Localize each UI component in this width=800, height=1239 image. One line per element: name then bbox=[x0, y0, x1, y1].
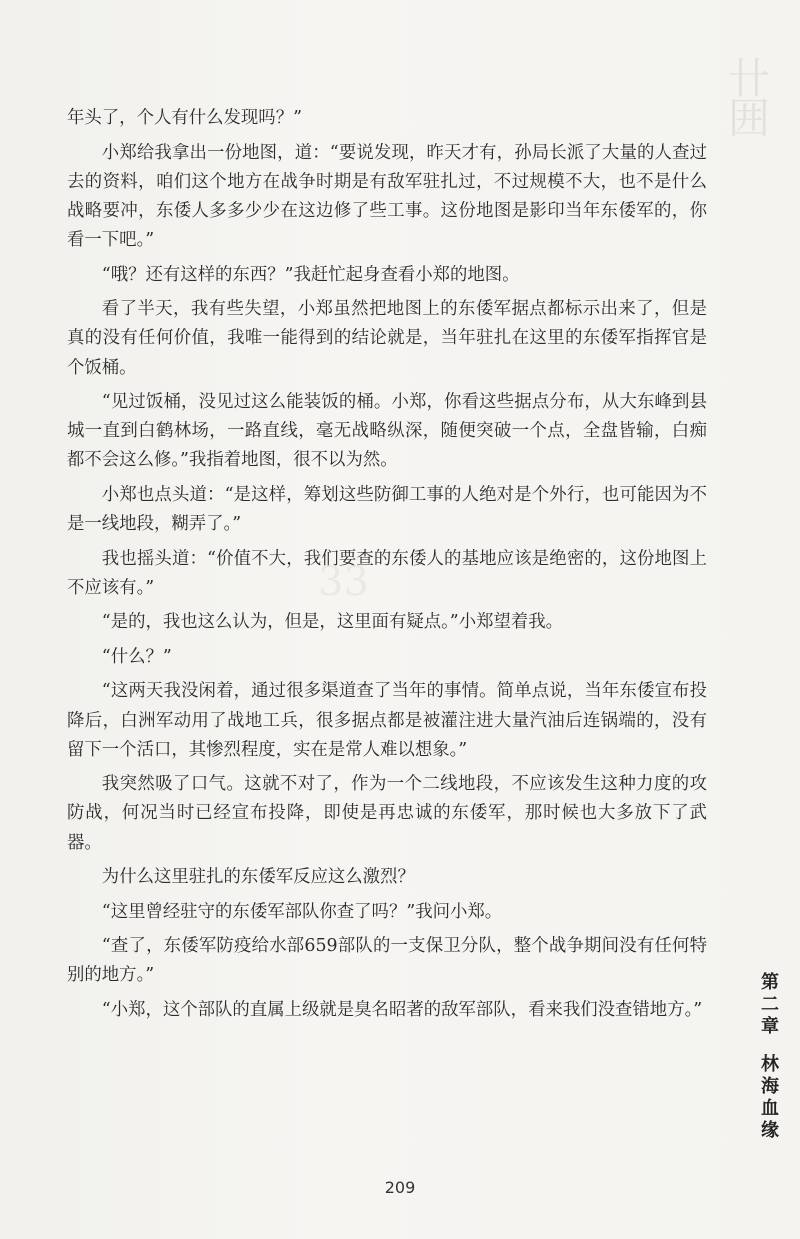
paragraph: 为什么这里驻扎的东倭军反应这么激烈？ bbox=[101, 867, 415, 888]
chapter-name-char: 海 bbox=[761, 1076, 779, 1097]
chapter-name-char: 缘 bbox=[761, 1120, 779, 1141]
chapter-name-char: 林 bbox=[761, 1054, 779, 1075]
chapter-char: 章 bbox=[761, 1016, 779, 1037]
paragraph: “是的，我也这么认为，但是，这里面有疑点。”小郑望着我。 bbox=[101, 612, 564, 633]
chapter-name-char: 血 bbox=[761, 1098, 779, 1119]
page-body-text bbox=[67, 104, 707, 1030]
bleed-through-mark: 囲 bbox=[728, 94, 771, 143]
paragraph: 小郑给我拿出一份地图，道：“要说发现，昨天才有，孙局长派了大量的人查过去的资料，咱们这个地方在战争时期是有敌军驻扎过，不过规模不大，也不是什么战略要冲，东倭人多多少少在这边修了些工事。这份地图是影印当年东倭军的，你看一下吧。” bbox=[67, 142, 707, 251]
chapter-char: 第 bbox=[761, 972, 779, 993]
chapter-side-title bbox=[758, 972, 782, 1142]
paragraph: 小郑也点头道：“是这样，筹划这些防御工事的人绝对是个外行，也可能因为不是一线地段，糊弄了。” bbox=[67, 484, 707, 535]
paragraph: “哦？还有这样的东西？”我赶忙起身查看小郑的地图。 bbox=[101, 264, 520, 285]
paragraph: “见过饭桶，没见过这么能装饭的桶。小郑，你看这些据点分布，从大东峰到县城一直到白鹤林场，一路直线，毫无战略纵深，随便突破一个点，全盘皆输，白痴都不会这么修。”我指着地图，很不以为然。 bbox=[67, 392, 707, 471]
paragraph: “小郑，这个部队的直属上级就是臭名昭著的敌军部队，看来我们没查错地方。” bbox=[101, 999, 703, 1020]
paragraph: “这两天我没闲着，通过很多渠道查了当年的事情。简单点说，当年东倭宣布投降后，白洲军动用了战地工兵，很多据点都是被灌注进大量汽油后连锅端的，没有留下一个活口，其惨烈程度，实在是常人难以想象。” bbox=[67, 681, 707, 760]
paragraph: “查了，东倭军防疫给水部659部队的一支保卫分队，整个战争期间没有任何特别的地方。” bbox=[67, 936, 707, 986]
chapter-char: 二 bbox=[761, 994, 779, 1015]
paragraph: 年头了，个人有什么发现吗？” bbox=[67, 108, 302, 128]
bleed-through-mark: 33 bbox=[318, 559, 369, 605]
page-number: 209 bbox=[384, 1178, 416, 1197]
paragraph: 我突然吸了口气。这就不对了，作为一个二线地段，不应该发生这种力度的攻防战，何况当时已经宣布投降，即使是再忠诚的东倭军，那时候也大多放下了武器。 bbox=[67, 774, 707, 853]
paragraph: “这里曾经驻守的东倭军部队你查了吗？”我问小郑。 bbox=[101, 901, 503, 922]
bleed-through-mark: 卄 bbox=[728, 54, 771, 103]
paragraph: “什么？” bbox=[101, 646, 172, 667]
spacer bbox=[758, 1038, 782, 1054]
paragraph: 看了半天，我有些失望，小郑虽然把地图上的东倭军据点都标示出来了，但是真的没有任何价值，我唯一能得到的结论就是，当年驻扎在这里的东倭军指挥官是个饭桶。 bbox=[67, 299, 707, 378]
paragraph: 我也摇头道：“价值不大，我们要查的东倭人的基地应该是绝密的，这份地图上不应该有。” bbox=[67, 548, 707, 598]
